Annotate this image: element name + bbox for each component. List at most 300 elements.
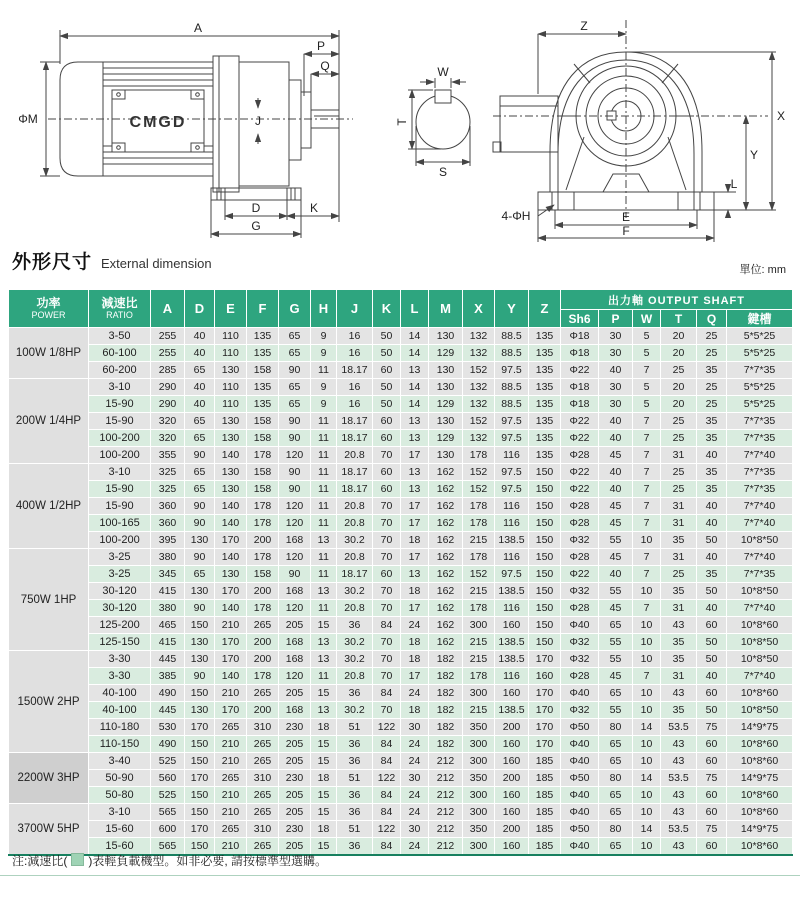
dim-label-a: A xyxy=(193,21,203,35)
dim-cell: 97.5 xyxy=(495,430,529,447)
ratio-cell: 30-120 xyxy=(89,583,151,600)
dim-cell: 300 xyxy=(463,753,495,770)
dim-cell: 132 xyxy=(463,430,495,447)
dim-cell: 65 xyxy=(185,413,215,430)
dim-cell: 70 xyxy=(373,702,401,719)
footnote-prefix: 注:減速比( xyxy=(12,854,68,868)
dim-cell: 355 xyxy=(151,447,185,464)
dim-cell: 135 xyxy=(529,413,561,430)
dim-cell: Φ40 xyxy=(561,804,599,821)
dim-cell: 200 xyxy=(247,634,279,651)
header-dim-z: Z xyxy=(529,290,561,328)
dim-cell: 10 xyxy=(633,702,661,719)
dim-cell: 150 xyxy=(529,481,561,498)
dim-cell: 50 xyxy=(697,651,727,668)
ratio-cell: 15-90 xyxy=(89,396,151,413)
dim-cell: 152 xyxy=(463,362,495,379)
dim-cell: 75 xyxy=(697,719,727,736)
dim-cell: 152 xyxy=(463,413,495,430)
dim-cell: 212 xyxy=(429,804,463,821)
ratio-cell: 40-100 xyxy=(89,685,151,702)
dim-cell: 130 xyxy=(185,651,215,668)
dim-cell: 7*7*40 xyxy=(727,447,793,464)
dim-cell: 40 xyxy=(599,362,633,379)
dim-cell: 200 xyxy=(495,770,529,787)
dim-cell: 5*5*25 xyxy=(727,396,793,413)
dim-cell: 84 xyxy=(373,804,401,821)
dim-cell: 170 xyxy=(529,719,561,736)
dim-cell: 45 xyxy=(599,498,633,515)
dim-cell: 24 xyxy=(401,753,429,770)
dim-cell: 185 xyxy=(529,838,561,856)
dim-cell: 116 xyxy=(495,447,529,464)
dim-cell: 120 xyxy=(279,447,311,464)
dim-cell: 158 xyxy=(247,481,279,498)
dim-cell: 40 xyxy=(185,396,215,413)
dim-cell: 10*8*60 xyxy=(727,617,793,634)
dim-cell: 130 xyxy=(429,447,463,464)
dim-cell: 35 xyxy=(697,362,727,379)
dim-cell: 50 xyxy=(373,345,401,362)
dim-cell: 75 xyxy=(697,821,727,838)
dim-cell: 120 xyxy=(279,668,311,685)
ratio-cell: 110-150 xyxy=(89,736,151,753)
dim-cell: 18 xyxy=(401,583,429,600)
dim-cell: 116 xyxy=(495,515,529,532)
dim-cell: 84 xyxy=(373,685,401,702)
dim-cell: 140 xyxy=(215,600,247,617)
dim-cell: 300 xyxy=(463,787,495,804)
dim-cell: 10 xyxy=(633,651,661,668)
dim-cell: 230 xyxy=(279,719,311,736)
table-row xyxy=(9,821,793,838)
dim-cell: 84 xyxy=(373,736,401,753)
dim-cell: 7*7*35 xyxy=(727,430,793,447)
table-row xyxy=(9,566,793,583)
dim-cell: 135 xyxy=(529,345,561,362)
dim-cell: 36 xyxy=(337,617,373,634)
dim-cell: 13 xyxy=(401,566,429,583)
dim-cell: 50 xyxy=(697,583,727,600)
dim-cell: Φ50 xyxy=(561,719,599,736)
dim-cell: 138.5 xyxy=(495,651,529,668)
dim-cell: 152 xyxy=(463,566,495,583)
dim-cell: 30 xyxy=(401,719,429,736)
dim-cell: 178 xyxy=(247,447,279,464)
dim-cell: 445 xyxy=(151,651,185,668)
dim-cell: 70 xyxy=(373,651,401,668)
dim-cell: 80 xyxy=(599,719,633,736)
dim-cell: 30 xyxy=(599,328,633,345)
dim-cell: 182 xyxy=(429,685,463,702)
dim-cell: 70 xyxy=(373,634,401,651)
dim-cell: 10*8*50 xyxy=(727,651,793,668)
dim-cell: 30 xyxy=(599,379,633,396)
dim-cell: 200 xyxy=(495,821,529,838)
dim-cell: 13 xyxy=(311,702,337,719)
bottom-divider xyxy=(0,875,800,876)
ratio-cell: 100-200 xyxy=(89,430,151,447)
dim-cell: 138.5 xyxy=(495,583,529,600)
dim-cell: 7 xyxy=(633,600,661,617)
header-dim-a: A xyxy=(151,290,185,328)
dim-cell: 265 xyxy=(215,770,247,787)
dim-cell: 162 xyxy=(429,464,463,481)
dim-cell: Φ28 xyxy=(561,498,599,515)
dim-cell: 65 xyxy=(599,753,633,770)
dim-cell: 30 xyxy=(599,345,633,362)
dim-cell: 20.8 xyxy=(337,498,373,515)
ratio-cell: 3-30 xyxy=(89,668,151,685)
dim-cell: 300 xyxy=(463,617,495,634)
unit-label: 單位: mm xyxy=(739,264,786,276)
dim-cell: 310 xyxy=(247,719,279,736)
dim-cell: 10 xyxy=(633,532,661,549)
ratio-cell: 3-10 xyxy=(89,464,151,481)
dim-cell: 178 xyxy=(463,515,495,532)
dim-cell: 170 xyxy=(215,583,247,600)
dim-cell: 43 xyxy=(661,804,697,821)
dim-cell: 11 xyxy=(311,362,337,379)
table-row xyxy=(9,447,793,464)
dim-cell: 15 xyxy=(311,617,337,634)
dim-cell: 158 xyxy=(247,362,279,379)
dim-cell: 20.8 xyxy=(337,668,373,685)
dim-cell: 43 xyxy=(661,617,697,634)
dim-cell: 7*7*40 xyxy=(727,515,793,532)
dim-cell: 135 xyxy=(247,345,279,362)
dim-cell: 13 xyxy=(311,634,337,651)
dim-label-q: Q xyxy=(320,59,330,73)
dim-cell: 122 xyxy=(373,719,401,736)
dim-cell: 16 xyxy=(337,379,373,396)
table-row xyxy=(9,345,793,362)
dim-cell: 110 xyxy=(215,396,247,413)
dim-cell: 40 xyxy=(599,430,633,447)
dim-cell: 170 xyxy=(215,532,247,549)
dim-cell: 11 xyxy=(311,430,337,447)
dim-cell: 20 xyxy=(661,396,697,413)
dim-cell: 205 xyxy=(279,838,311,856)
dim-cell: 14 xyxy=(401,345,429,362)
dim-cell: 17 xyxy=(401,600,429,617)
dim-cell: 152 xyxy=(463,481,495,498)
dim-cell: 130 xyxy=(215,464,247,481)
section-header xyxy=(12,247,788,279)
dim-cell: 90 xyxy=(279,566,311,583)
header-dim-l: L xyxy=(401,290,429,328)
dim-cell: 97.5 xyxy=(495,362,529,379)
dim-cell: 40 xyxy=(599,464,633,481)
header-dim-f: F xyxy=(247,290,279,328)
dim-cell: 168 xyxy=(279,702,311,719)
dim-cell: 10 xyxy=(633,583,661,600)
dim-cell: 135 xyxy=(529,447,561,464)
dim-cell: 10*8*60 xyxy=(727,736,793,753)
table-row xyxy=(9,634,793,651)
table-row xyxy=(9,753,793,770)
dim-cell: 70 xyxy=(373,668,401,685)
dim-cell: 70 xyxy=(373,600,401,617)
dim-cell: Φ18 xyxy=(561,379,599,396)
table-row xyxy=(9,498,793,515)
dim-cell: 120 xyxy=(279,549,311,566)
dim-cell: 65 xyxy=(279,345,311,362)
dim-cell: Φ28 xyxy=(561,515,599,532)
dim-cell: 210 xyxy=(215,787,247,804)
dim-cell: Φ40 xyxy=(561,736,599,753)
dim-cell: 36 xyxy=(337,838,373,856)
dimension-table xyxy=(8,289,793,856)
dim-cell: 7 xyxy=(633,447,661,464)
dim-cell: 36 xyxy=(337,736,373,753)
dim-cell: 205 xyxy=(279,753,311,770)
header-dim-k: K xyxy=(373,290,401,328)
dim-cell: 490 xyxy=(151,685,185,702)
ratio-cell: 60-200 xyxy=(89,362,151,379)
dim-cell: 31 xyxy=(661,600,697,617)
dim-cell: 182 xyxy=(429,651,463,668)
dim-cell: 17 xyxy=(401,447,429,464)
dim-cell: 9 xyxy=(311,328,337,345)
dim-cell: 9 xyxy=(311,379,337,396)
dim-cell: 40 xyxy=(599,481,633,498)
dim-cell: 40 xyxy=(697,549,727,566)
dim-cell: 60 xyxy=(697,838,727,856)
header-dim-h: H xyxy=(311,290,337,328)
dim-cell: 135 xyxy=(529,379,561,396)
dim-label-y: Y xyxy=(749,148,759,162)
dim-cell: 132 xyxy=(463,379,495,396)
dim-cell: 50 xyxy=(697,634,727,651)
table-row xyxy=(9,413,793,430)
dim-cell: 10*8*60 xyxy=(727,838,793,856)
dim-cell: 70 xyxy=(373,549,401,566)
dim-cell: 90 xyxy=(185,498,215,515)
dim-cell: 65 xyxy=(599,685,633,702)
dim-cell: 182 xyxy=(429,736,463,753)
dim-cell: 385 xyxy=(151,668,185,685)
dim-cell: 178 xyxy=(463,498,495,515)
dim-label-k: K xyxy=(309,201,319,215)
ratio-cell: 3-50 xyxy=(89,328,151,345)
dim-cell: 25 xyxy=(661,464,697,481)
dim-cell: 50 xyxy=(697,702,727,719)
dim-cell: 130 xyxy=(215,430,247,447)
dim-cell: 65 xyxy=(279,328,311,345)
dim-cell: 10 xyxy=(633,685,661,702)
side-view-geometry xyxy=(40,30,353,238)
dim-cell: 70 xyxy=(373,498,401,515)
dim-label-e: E xyxy=(621,210,631,224)
dim-cell: 80 xyxy=(599,770,633,787)
dim-cell: 40 xyxy=(697,668,727,685)
header-output-shaft: 出力軸 OUTPUT SHAFT xyxy=(561,290,793,310)
dim-cell: 132 xyxy=(463,396,495,413)
dim-cell: 40 xyxy=(185,379,215,396)
dim-cell: 11 xyxy=(311,481,337,498)
dim-cell: 15 xyxy=(311,804,337,821)
dim-cell: 10*8*50 xyxy=(727,532,793,549)
dim-cell: 16 xyxy=(337,328,373,345)
header-dim-g: G xyxy=(279,290,311,328)
dim-cell: 170 xyxy=(215,634,247,651)
dim-cell: 255 xyxy=(151,345,185,362)
dim-cell: 130 xyxy=(429,379,463,396)
dim-cell: 31 xyxy=(661,549,697,566)
table-row xyxy=(9,583,793,600)
ratio-cell: 30-120 xyxy=(89,600,151,617)
ratio-cell: 100-200 xyxy=(89,447,151,464)
brand-logo-text: CMGD xyxy=(129,114,187,131)
dim-cell: 10*8*60 xyxy=(727,787,793,804)
dim-cell: 170 xyxy=(215,651,247,668)
dim-cell: 150 xyxy=(185,787,215,804)
dim-cell: 200 xyxy=(495,719,529,736)
header-shaft-鍵槽: 鍵槽 xyxy=(727,310,793,328)
table-row xyxy=(9,379,793,396)
dim-cell: 14*9*75 xyxy=(727,770,793,787)
dim-cell: 205 xyxy=(279,736,311,753)
dim-cell: 55 xyxy=(599,651,633,668)
dim-cell: 65 xyxy=(599,787,633,804)
dim-cell: 160 xyxy=(495,685,529,702)
dim-cell: 60 xyxy=(373,413,401,430)
dim-cell: 116 xyxy=(495,600,529,617)
power-cell: 750W 1HP xyxy=(9,549,89,651)
power-cell: 2200W 3HP xyxy=(9,753,89,804)
dim-cell: 70 xyxy=(373,583,401,600)
dim-cell: 25 xyxy=(661,430,697,447)
dim-cell: 14 xyxy=(633,821,661,838)
dim-cell: 215 xyxy=(463,532,495,549)
dim-cell: 88.5 xyxy=(495,345,529,362)
dim-cell: 7*7*35 xyxy=(727,413,793,430)
dim-cell: 285 xyxy=(151,362,185,379)
dim-cell: 600 xyxy=(151,821,185,838)
dim-cell: 265 xyxy=(247,804,279,821)
dim-cell: 20.8 xyxy=(337,600,373,617)
dim-cell: 5*5*25 xyxy=(727,379,793,396)
dim-cell: 9 xyxy=(311,345,337,362)
dim-cell: 10*8*60 xyxy=(727,804,793,821)
dim-cell: 11 xyxy=(311,447,337,464)
dim-cell: Φ32 xyxy=(561,532,599,549)
dim-cell: 15 xyxy=(311,787,337,804)
ratio-cell: 3-30 xyxy=(89,651,151,668)
dim-cell: 265 xyxy=(247,838,279,856)
dim-cell: 15 xyxy=(311,838,337,856)
table-row xyxy=(9,549,793,566)
dim-cell: 90 xyxy=(279,481,311,498)
dim-cell: 30 xyxy=(599,396,633,413)
dim-cell: Φ18 xyxy=(561,328,599,345)
dim-cell: 15 xyxy=(311,685,337,702)
header-dim-m: M xyxy=(429,290,463,328)
dim-cell: 230 xyxy=(279,770,311,787)
ratio-cell: 3-10 xyxy=(89,804,151,821)
dim-cell: Φ28 xyxy=(561,549,599,566)
dim-label-z: Z xyxy=(580,19,588,33)
dim-cell: 210 xyxy=(215,617,247,634)
dim-cell: 11 xyxy=(311,549,337,566)
dim-cell: 132 xyxy=(463,345,495,362)
dim-cell: 150 xyxy=(185,685,215,702)
dim-cell: 185 xyxy=(529,787,561,804)
dim-cell: 60 xyxy=(697,804,727,821)
dim-cell: 13 xyxy=(401,481,429,498)
dim-cell: Φ50 xyxy=(561,821,599,838)
dim-cell: 31 xyxy=(661,515,697,532)
dim-cell: 178 xyxy=(247,668,279,685)
dim-cell: 25 xyxy=(697,396,727,413)
dim-cell: 310 xyxy=(247,821,279,838)
dim-cell: 525 xyxy=(151,753,185,770)
dim-cell: 150 xyxy=(529,532,561,549)
dim-label-g: G xyxy=(251,219,261,233)
dim-cell: 265 xyxy=(247,685,279,702)
dim-cell: 140 xyxy=(215,668,247,685)
dim-cell: 18 xyxy=(311,719,337,736)
dim-cell: 60 xyxy=(373,464,401,481)
header-dim-j: J xyxy=(337,290,373,328)
dim-cell: 5 xyxy=(633,396,661,413)
dim-cell: Φ18 xyxy=(561,396,599,413)
dim-cell: 162 xyxy=(429,532,463,549)
table-row xyxy=(9,651,793,668)
dim-cell: 24 xyxy=(401,736,429,753)
dim-cell: 158 xyxy=(247,430,279,447)
dim-cell: 10 xyxy=(633,634,661,651)
dim-cell: 140 xyxy=(215,515,247,532)
dim-cell: 158 xyxy=(247,464,279,481)
dim-cell: 320 xyxy=(151,413,185,430)
dim-cell: 212 xyxy=(429,821,463,838)
ratio-cell: 3-10 xyxy=(89,379,151,396)
dim-label-w: W xyxy=(437,65,449,79)
dim-cell: 90 xyxy=(185,447,215,464)
dim-cell: 84 xyxy=(373,787,401,804)
dim-cell: 14 xyxy=(401,379,429,396)
dim-cell: 90 xyxy=(279,413,311,430)
dim-cell: 130 xyxy=(185,532,215,549)
dim-cell: 150 xyxy=(529,634,561,651)
dim-cell: 51 xyxy=(337,719,373,736)
dim-cell: 15 xyxy=(311,753,337,770)
dim-cell: 90 xyxy=(279,362,311,379)
dim-cell: 158 xyxy=(247,413,279,430)
dim-cell: 7 xyxy=(633,549,661,566)
dim-cell: 7*7*40 xyxy=(727,600,793,617)
dim-cell: 60 xyxy=(697,617,727,634)
dim-cell: 150 xyxy=(185,736,215,753)
dim-cell: 18 xyxy=(311,821,337,838)
dim-cell: 18.17 xyxy=(337,362,373,379)
ratio-cell: 125-150 xyxy=(89,634,151,651)
dim-cell: 170 xyxy=(215,702,247,719)
dim-cell: 160 xyxy=(495,736,529,753)
dim-cell: 51 xyxy=(337,821,373,838)
dim-cell: 150 xyxy=(529,566,561,583)
dim-cell: 18.17 xyxy=(337,413,373,430)
dim-cell: 30 xyxy=(401,821,429,838)
dim-cell: 200 xyxy=(247,583,279,600)
power-cell: 100W 1/8HP xyxy=(9,328,89,379)
dim-cell: Φ22 xyxy=(561,362,599,379)
dim-cell: 31 xyxy=(661,668,697,685)
table-row xyxy=(9,515,793,532)
dim-cell: 360 xyxy=(151,515,185,532)
